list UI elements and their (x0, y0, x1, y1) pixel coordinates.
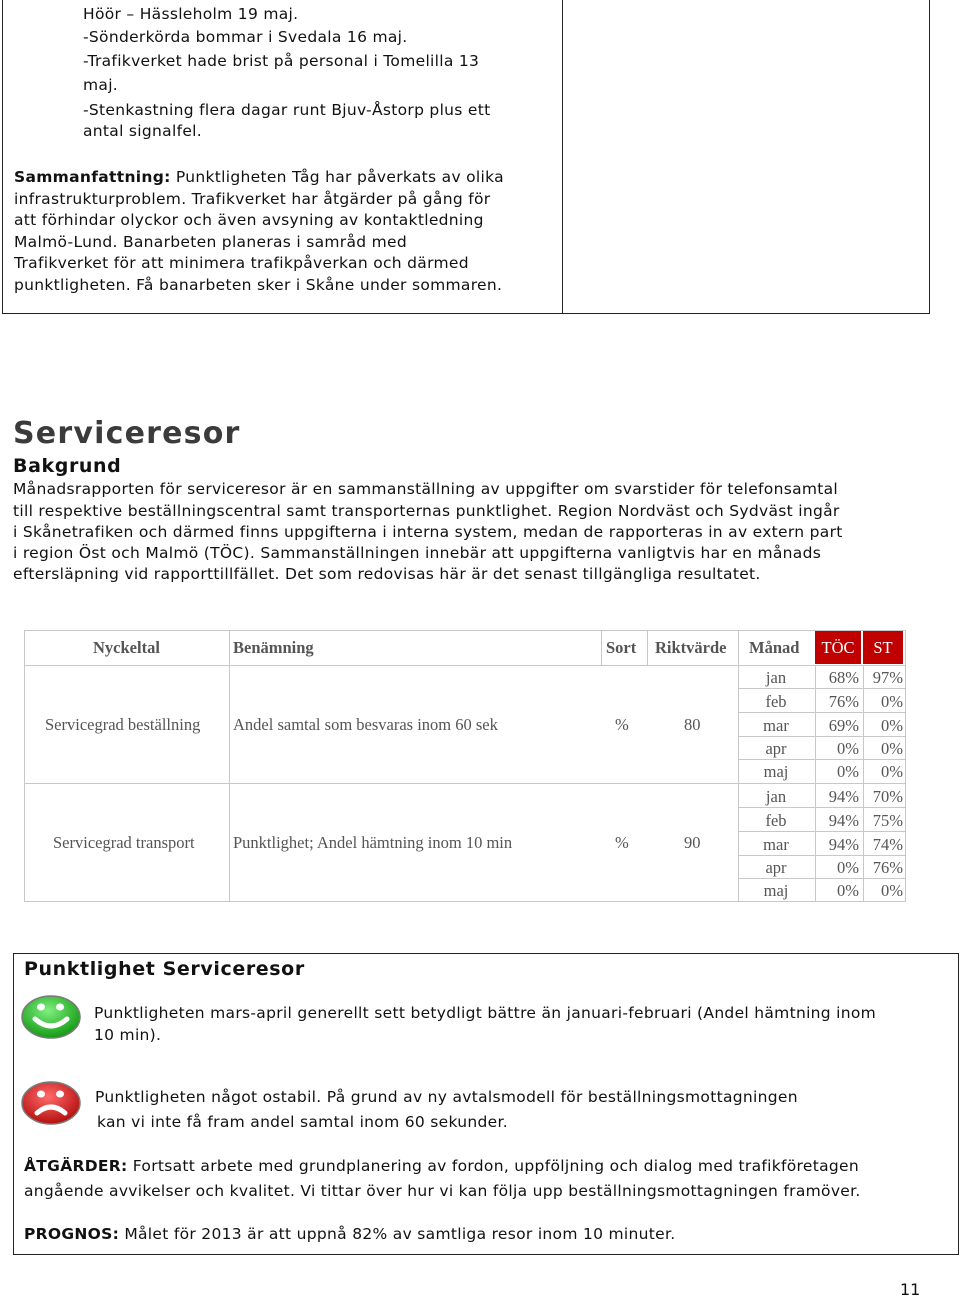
row2-toc: 0% (837, 881, 859, 900)
row2-riktvarde: 90 (684, 833, 701, 852)
row1-riktvarde: 80 (684, 715, 701, 734)
summary-first-line (14, 168, 504, 186)
paragraph-line: eftersläpning vid rapporttillfället. Det som redovisas här är det senast tillgängliga resultatet. (13, 565, 761, 583)
header-manad: Månad (749, 638, 800, 657)
incident-line: -Sönderkörda bommar i Svedala 16 maj. (83, 28, 408, 46)
incident-line: -Trafikverket hade brist på personal i Tomelilla 13 (83, 52, 480, 70)
summary-text: Punktligheten Tåg har påverkats av olika (170, 168, 504, 186)
row1-toc: 0% (837, 762, 859, 781)
row1-benamning: Andel samtal som besvaras inom 60 sek (233, 715, 498, 734)
happy-line: Punktligheten mars-april generellt sett betydligt bättre än januari-februari (Andel hämtning inom (94, 1004, 877, 1022)
summary-line: punktligheten. Få banarbeten sker i Skåne under sommaren. (14, 276, 503, 294)
row2-st: 0% (881, 881, 903, 900)
row2-st: 74% (872, 835, 903, 854)
incident-line: antal signalfel. (83, 122, 203, 140)
sad-line: kan vi inte få fram andel samtal inom 60 sekunder. (97, 1113, 508, 1131)
row1-nyckeltal: Servicegrad beställning (45, 715, 201, 734)
row1-month: maj (763, 762, 789, 781)
row2-toc: 94% (828, 787, 859, 806)
row1-month: jan (765, 668, 787, 687)
prognos-line (24, 1225, 675, 1243)
row2-nyckeltal: Servicegrad transport (53, 833, 195, 852)
summary-line: att förhindar olyckor och även avsyning av kontaktledning (14, 211, 484, 229)
section-subtitle: Bakgrund (13, 455, 122, 477)
paragraph-line: Månadsrapporten för serviceresor är en sammanställning av uppgifter om svarstider för telefonsamtal (13, 480, 839, 498)
row2-toc: 94% (828, 811, 859, 830)
row1-toc: 68% (828, 668, 859, 687)
prognos-text: Målet för 2013 är att uppnå 82% av samtliga resor inom 10 minuter. (119, 1225, 676, 1243)
row2-month: feb (765, 811, 787, 830)
row1-month: feb (765, 692, 787, 711)
sad-line: Punktligheten något ostabil. På grund av ny avtalsmodell för beställningsmottagningen (95, 1088, 798, 1106)
row1-month: apr (765, 739, 787, 758)
summary-line: Malmö-Lund. Banarbeten planeras i samråd med (14, 233, 408, 251)
incident-text-cell (3, 0, 563, 313)
row1-toc: 69% (828, 716, 859, 735)
atgarder-text: Fortsatt arbete med grundplanering av fordon, uppföljning och dialog med trafikföretagen (127, 1157, 859, 1175)
row1-st: 0% (881, 692, 903, 711)
kpi-table (24, 630, 906, 902)
incident-line: maj. (83, 76, 119, 94)
summary-line: infrastrukturproblem. Trafikverket har åtgärder på gång för (14, 190, 491, 208)
row1-month: mar (763, 716, 789, 735)
row2-month: mar (763, 835, 789, 854)
summary-label: Sammanfattning: (14, 168, 171, 186)
atgarder-label: ÅTGÄRDER: (24, 1157, 128, 1175)
prognos-label: PROGNOS: (24, 1225, 120, 1243)
paragraph-line: till respektive beställningscentral samt transporternas punktlighet. Region Nordväst och Sydväst ingår (13, 502, 840, 520)
header-sort: Sort (606, 638, 637, 657)
row2-st: 70% (872, 787, 903, 806)
header-toc: TÖC (815, 631, 861, 664)
atgarder-line (24, 1157, 859, 1175)
row1-st: 0% (881, 716, 903, 735)
incident-box (2, 0, 930, 314)
row2-toc: 0% (837, 858, 859, 877)
section-title: Serviceresor (13, 416, 241, 451)
punctuality-box (13, 953, 959, 1255)
row2-month: apr (765, 858, 787, 877)
happy-line: 10 min). (94, 1026, 162, 1044)
header-st: ST (863, 631, 903, 664)
atgarder-line: angående avvikelser och kvalitet. Vi tittar över hur vi kan följa upp beställningsmottagningen framöver. (24, 1182, 861, 1200)
summary-line: Trafikverket för att minimera trafikpåverkan och därmed (14, 254, 469, 272)
row2-st: 75% (872, 811, 903, 830)
header-riktvarde: Riktvärde (655, 638, 727, 657)
red-sad-face-icon (20, 1079, 82, 1127)
row1-toc: 76% (828, 692, 859, 711)
row2-toc: 94% (828, 835, 859, 854)
row1-sort: % (615, 715, 629, 734)
header-benamning: Benämning (233, 638, 314, 657)
incident-line: -Stenkastning flera dagar runt Bjuv-Åstorp plus ett (83, 101, 491, 119)
page-number: 11 (900, 1280, 921, 1299)
punctuality-title: Punktlighet Serviceresor (24, 958, 305, 980)
row1-toc: 0% (837, 739, 859, 758)
incident-line: Höör – Hässleholm 19 maj. (83, 5, 299, 23)
paragraph-line: i Skånetrafiken och därmed finns uppgifterna i interna system, medan de rapporteras in av extern part (13, 523, 843, 541)
row1-st: 97% (872, 668, 903, 687)
row2-sort: % (615, 833, 629, 852)
row2-month: maj (763, 881, 789, 900)
row1-st: 0% (881, 762, 903, 781)
row2-st: 76% (872, 858, 903, 877)
row1-st: 0% (881, 739, 903, 758)
paragraph-line: i region Öst och Malmö (TÖC). Sammanställningen innebär att uppgifterna vanligtvis har en månads (13, 544, 822, 562)
header-nyckeltal: Nyckeltal (93, 638, 160, 657)
row2-benamning: Punktlighet; Andel hämtning inom 10 min (233, 833, 513, 852)
green-smiley-icon (20, 992, 82, 1040)
row2-month: jan (765, 787, 787, 806)
